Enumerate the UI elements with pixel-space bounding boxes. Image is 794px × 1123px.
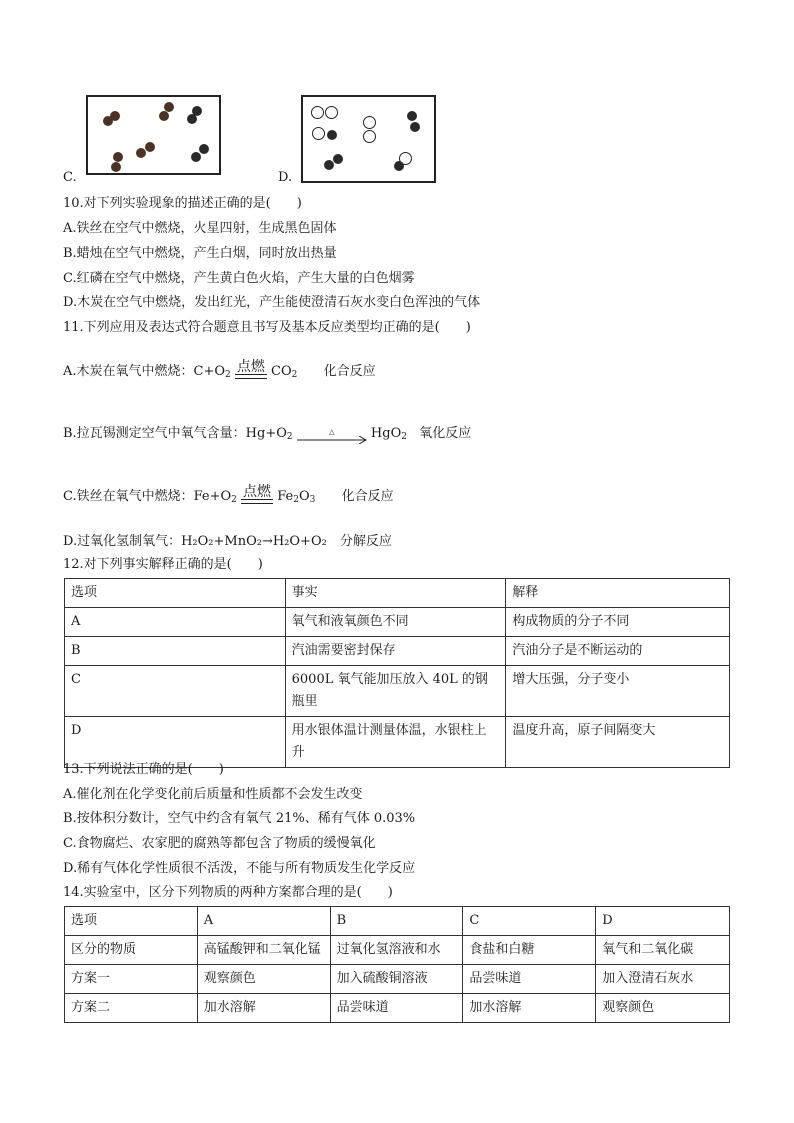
particle bbox=[199, 144, 209, 154]
table-cell: 用水银体温计测量体温，水银柱上升 bbox=[285, 717, 506, 768]
table-cell: 加水溶解 bbox=[197, 994, 330, 1023]
equation-prefix: C.铁丝在氧气中燃烧：Fe+O bbox=[63, 489, 232, 504]
table-header-cell: 事实 bbox=[285, 579, 506, 608]
particle bbox=[111, 162, 121, 172]
white-particle bbox=[312, 127, 325, 140]
q10-option-d: D.木炭在空气中燃烧，发出红光，产生能使澄清石灰水变白色浑浊的气体 bbox=[63, 295, 481, 310]
equation-product: Fe bbox=[277, 489, 294, 504]
q11-option-d: D.过氧化氢制氧气：H₂O₂+MnO₂→H₂O+O₂ 分解反应 bbox=[63, 534, 392, 549]
table-cell: 品尝味道 bbox=[330, 994, 463, 1023]
table-cell: A bbox=[65, 608, 286, 637]
figure-c-box bbox=[86, 95, 221, 175]
q12-stem: 12.对下列事实解释正确的是( ) bbox=[63, 557, 263, 572]
table-header-row bbox=[65, 907, 730, 936]
white-particle bbox=[325, 106, 338, 119]
q13-option-c: C.食物腐烂、农家肥的腐熟等都包含了物质的缓慢氧化 bbox=[63, 836, 376, 851]
table-cell: 品尝味道 bbox=[463, 965, 596, 994]
reaction-condition bbox=[297, 428, 367, 444]
equation-prefix: A.木炭在氧气中燃烧：C+O bbox=[63, 364, 226, 379]
condition-label: 点燃 bbox=[236, 359, 265, 375]
table-cell: 增大压强，分子变小 bbox=[506, 666, 730, 717]
q13-option-a: A.催化剂在化学变化前后质量和性质都不会发生改变 bbox=[63, 787, 363, 802]
reaction-condition bbox=[235, 359, 267, 379]
table-cell: 方案二 bbox=[65, 994, 198, 1023]
table-cell: B bbox=[65, 637, 286, 666]
table-cell: 加入澄清石灰水 bbox=[596, 965, 730, 994]
table-cell: 高锰酸钾和二氧化锰 bbox=[197, 936, 330, 965]
table-header-cell: 解释 bbox=[506, 579, 730, 608]
particle bbox=[192, 106, 202, 116]
particle bbox=[113, 152, 123, 162]
table-header-cell: C bbox=[463, 907, 596, 936]
reaction-condition bbox=[241, 484, 273, 504]
q10-option-b: B.蜡烛在空气中燃烧，产生白烟，同时放出热量 bbox=[63, 246, 337, 261]
reaction-type: 氧化反应 bbox=[419, 426, 472, 441]
particle bbox=[145, 142, 155, 152]
equation-product: CO bbox=[271, 364, 292, 379]
q11-option-a: A.木炭在氧气中燃烧：$C+O_2$ 点燃 $CO_2$ 化合反应 bbox=[63, 359, 376, 380]
q13-stem: 13.下列说法正确的是( ) bbox=[63, 762, 224, 777]
q11-option-b: B.拉瓦锡测定空气中氧气含量：$Hg+O_2$ △ HgO$_2$ 氧化反应 bbox=[63, 426, 472, 442]
table-cell: 6000L 氧气能加压放入 40L 的钢瓶里 bbox=[285, 666, 506, 717]
table-row bbox=[65, 637, 730, 666]
table-header-cell: A bbox=[197, 907, 330, 936]
particle bbox=[191, 152, 201, 162]
equation-product: HgO bbox=[370, 426, 402, 441]
particle bbox=[136, 148, 146, 158]
table-cell: 过氧化氢溶液和水 bbox=[330, 936, 463, 965]
table-cell: 加水溶解 bbox=[463, 994, 596, 1023]
q11-stem: 11.下列应用及表达式符合题意且书写及基本反应类型均正确的是( ) bbox=[63, 320, 471, 335]
black-particle bbox=[394, 161, 404, 171]
table-cell: 汽油需要密封保存 bbox=[285, 637, 506, 666]
black-particle bbox=[327, 130, 337, 140]
table-cell: 氧气和二氧化碳 bbox=[596, 936, 730, 965]
table-cell: 氧气和液氧颜色不同 bbox=[285, 608, 506, 637]
q10-stem: 10.对下列实验现象的描述正确的是( ) bbox=[63, 196, 302, 211]
table-row bbox=[65, 936, 730, 965]
white-particle bbox=[311, 106, 324, 119]
black-particle bbox=[333, 154, 343, 164]
table-cell: 加入硫酸铜溶液 bbox=[330, 965, 463, 994]
black-particle bbox=[324, 160, 334, 170]
black-particle bbox=[407, 111, 417, 121]
table-header-cell: B bbox=[330, 907, 463, 936]
table-cell: 汽油分子是不断运动的 bbox=[506, 637, 730, 666]
particle bbox=[164, 102, 174, 112]
table-cell: 区分的物质 bbox=[65, 936, 198, 965]
table-cell: 温度升高，原子间隔变大 bbox=[506, 717, 730, 768]
condition-label: △ bbox=[329, 428, 335, 436]
figure-c-label: C. bbox=[63, 170, 77, 185]
q14-stem: 14.实验室中，区分下列物质的两种方案都合理的是( ) bbox=[63, 885, 393, 900]
figure-d-label: D. bbox=[278, 170, 293, 185]
q11-option-c: C.铁丝在氧气中燃烧：$Fe+O_2$ 点燃 $Fe_2O_3$ 化合反应 bbox=[63, 484, 394, 505]
condition-label: 点燃 bbox=[243, 484, 272, 500]
white-particle bbox=[363, 130, 376, 143]
table-cell: 构成物质的分子不同 bbox=[506, 608, 730, 637]
equation-prefix: B.拉瓦锡测定空气中氧气含量：Hg+O bbox=[63, 426, 287, 441]
equation-product-2: O bbox=[298, 489, 310, 504]
particle bbox=[110, 111, 120, 121]
table-cell: C bbox=[65, 666, 286, 717]
table-row bbox=[65, 608, 730, 637]
white-particle bbox=[363, 116, 376, 129]
table-cell: D bbox=[65, 717, 286, 768]
reaction-type: 化合反应 bbox=[341, 489, 394, 504]
figure-d-box bbox=[301, 95, 436, 183]
table-header-row bbox=[65, 579, 730, 608]
table-row bbox=[65, 994, 730, 1023]
table-row bbox=[65, 717, 730, 768]
q13-option-d: D.稀有气体化学性质很不活泼，不能与所有物质发生化学反应 bbox=[63, 861, 416, 876]
q12-table bbox=[64, 578, 730, 768]
table-cell: 食盐和白糖 bbox=[463, 936, 596, 965]
table-header-cell: 选项 bbox=[65, 579, 286, 608]
table-row bbox=[65, 666, 730, 717]
q10-option-c: C.红磷在空气中燃烧，产生黄白色火焰，产生大量的白色烟雾 bbox=[63, 271, 415, 286]
table-cell: 方案一 bbox=[65, 965, 198, 994]
table-row bbox=[65, 965, 730, 994]
black-particle bbox=[410, 122, 420, 132]
table-cell: 观察颜色 bbox=[596, 994, 730, 1023]
q14-table bbox=[64, 906, 730, 1023]
table-header-cell: 选项 bbox=[65, 907, 198, 936]
arrow-icon bbox=[297, 436, 367, 444]
reaction-type: 化合反应 bbox=[323, 364, 376, 379]
q10-option-a: A.铁丝在空气中燃烧，火星四射，生成黑色固体 bbox=[63, 221, 337, 236]
table-header-cell: D bbox=[596, 907, 730, 936]
q13-option-b: B.按体积分数计，空气中约含有氧气 21%、稀有气体 0.03% bbox=[63, 811, 416, 826]
particle bbox=[159, 111, 169, 121]
table-cell: 观察颜色 bbox=[197, 965, 330, 994]
